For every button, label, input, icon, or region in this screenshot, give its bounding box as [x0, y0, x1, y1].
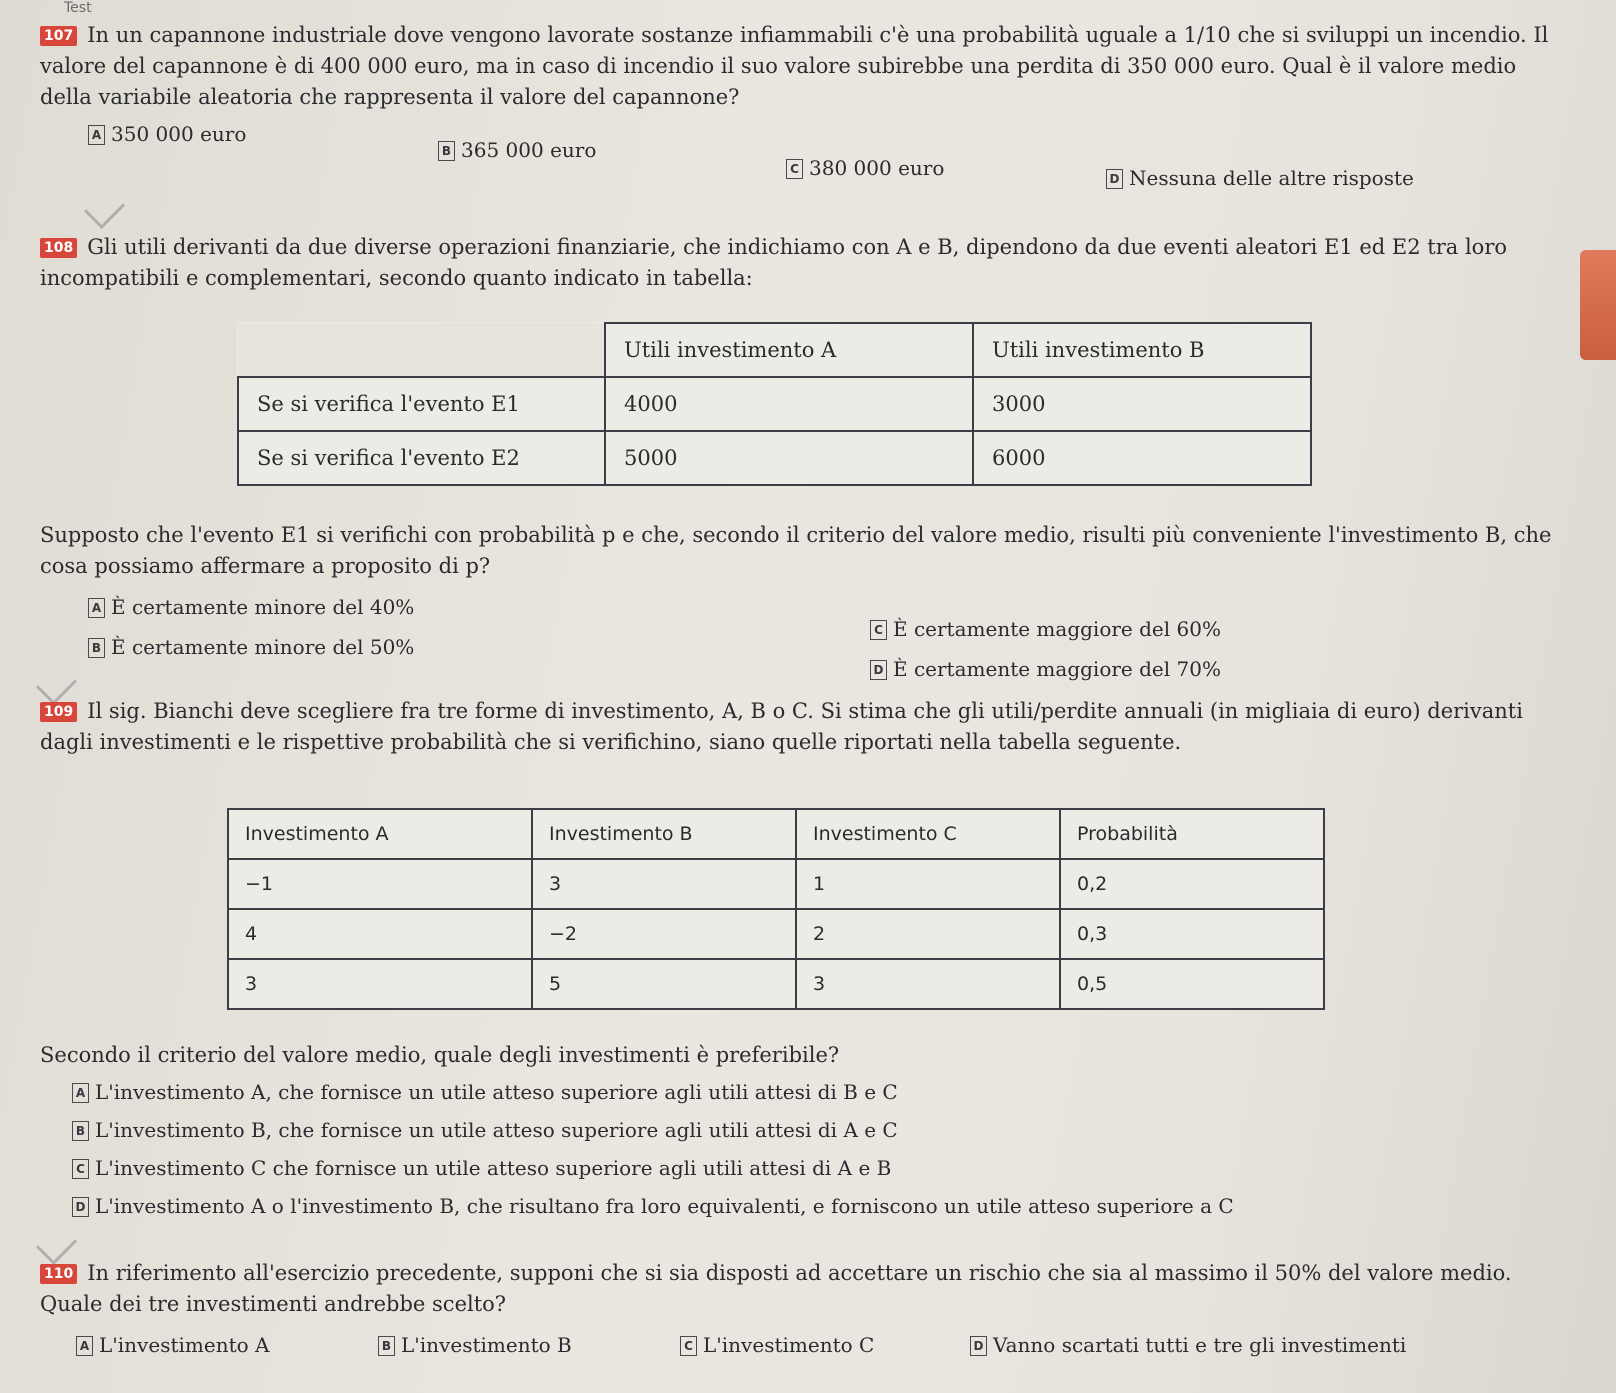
table-cell: Se si verifica l'evento E1 [238, 377, 605, 431]
option-letter: D [870, 660, 887, 680]
option-letter: C [870, 620, 887, 640]
table-row [238, 377, 1311, 431]
option-letter: B [378, 1336, 395, 1356]
exercise-108-question-block [40, 520, 1556, 682]
option-letter: D [1106, 169, 1123, 189]
exercise-109-question-block [40, 1040, 1556, 1225]
exercise-109 [40, 696, 1556, 758]
option-letter: C [786, 159, 803, 179]
table-cell: 3 [532, 859, 796, 909]
option-letter: A [88, 598, 105, 618]
option-c[interactable]: C L'investimento C che fornisce un utile atteso superiore agli utili attesi di A e B [72, 1149, 1556, 1187]
table-header-row [238, 323, 1311, 377]
table-header-cell: Investimento C [796, 809, 1060, 859]
option-b[interactable]: B L'investimento B, che fornisce un utile atteso superiore agli utili attesi di A e C [72, 1111, 1556, 1149]
option-letter: B [72, 1121, 89, 1141]
option-a[interactable]: A 350 000 euro [88, 119, 246, 150]
option-letter: D [970, 1336, 987, 1356]
table-header-cell: Probabilità [1060, 809, 1324, 859]
table-header-cell: Investimento B [532, 809, 796, 859]
option-d[interactable]: D Nessuna delle altre risposte [1106, 163, 1414, 194]
table-cell: −1 [228, 859, 532, 909]
exercise-108-question: Supposto che l'evento E1 si verifichi con probabilità p e che, secondo il criterio del valore medio, risulti più conveniente l'investimento B, che cosa possiamo affermare a proposito di p? [40, 523, 1552, 578]
exercise-107-options [40, 119, 1556, 189]
table-cell: 3000 [973, 377, 1311, 431]
exercise-number: 108 [40, 238, 77, 258]
option-letter: B [438, 141, 455, 161]
option-letter: A [76, 1336, 93, 1356]
exercise-number: 107 [40, 26, 77, 46]
option-a[interactable]: A L'investimento A [76, 1330, 269, 1361]
option-letter: A [72, 1083, 89, 1103]
check-mark-icon [84, 188, 125, 229]
exercise-107 [40, 20, 1556, 189]
table-cell: 0,2 [1060, 859, 1324, 909]
option-a[interactable]: A L'investimento A, che fornisce un utile atteso superiore agli utili attesi di B e C [72, 1073, 1556, 1111]
table-cell: 4000 [605, 377, 973, 431]
table-cell: 5 [532, 959, 796, 1009]
table-cell: 2 [796, 909, 1060, 959]
table-cell: 3 [796, 959, 1060, 1009]
option-c[interactable]: C È certamente maggiore del 60% [870, 614, 1221, 645]
table-row [228, 909, 1324, 959]
exercise-109-options [40, 1073, 1556, 1225]
table-cell: 4 [228, 909, 532, 959]
option-c[interactable]: C 380 000 euro [786, 153, 944, 184]
exercise-number: 110 [40, 1264, 77, 1284]
table-cell: 1 [796, 859, 1060, 909]
option-letter: C [680, 1336, 697, 1356]
table-header-cell: Utili investimento B [973, 323, 1311, 377]
option-b[interactable]: B 365 000 euro [438, 135, 596, 166]
option-d[interactable]: D L'investimento A o l'investimento B, che risultano fra loro equivalenti, e forniscono un utile atteso superiore a C [72, 1187, 1556, 1225]
exercise-107-text: 107 In un capannone industriale dove vengono lavorate sostanze infiammabili c'è una probabilità uguale a 1/10 che si sviluppi un incendio. Il valore del capannone è di 400 000 euro, ma in caso di incendio il suo valore subirebbe una perdita di 350 000 euro. Qual è il valore medio della variabile aleatoria che rappresenta il valore del capannone? [40, 23, 1549, 109]
option-d[interactable]: D Vanno scartati tutti e tre gli investimenti [970, 1330, 1406, 1361]
table-cell: 6000 [973, 431, 1311, 485]
table-header-cell: Investimento A [228, 809, 532, 859]
table-row [228, 959, 1324, 1009]
table-cell: 5000 [605, 431, 973, 485]
investimenti-table [227, 808, 1325, 1010]
option-d[interactable]: D È certamente maggiore del 70% [870, 654, 1221, 685]
table-row [228, 859, 1324, 909]
table-cell: 0,5 [1060, 959, 1324, 1009]
table-header-row [228, 809, 1324, 859]
table-header-cell: Utili investimento A [605, 323, 973, 377]
option-b[interactable]: B È certamente minore del 50% [88, 632, 414, 663]
option-a[interactable]: A È certamente minore del 40% [88, 592, 414, 623]
option-letter: B [88, 638, 105, 658]
exercise-number: 109 [40, 702, 77, 722]
exercise-108-options [40, 592, 1556, 682]
exercise-110-options [40, 1330, 1556, 1364]
option-letter: C [72, 1159, 89, 1179]
option-b[interactable]: B L'investimento B [378, 1330, 572, 1361]
option-letter: D [72, 1197, 89, 1217]
option-c[interactable]: C L'investimento C [680, 1330, 874, 1361]
option-letter: A [88, 125, 105, 145]
table-cell: Se si verifica l'evento E2 [238, 431, 605, 485]
table-cell: 0,3 [1060, 909, 1324, 959]
exercise-108-text: 108 Gli utili derivanti da due diverse operazioni finanziarie, che indichiamo con A e B, dipendono da due eventi aleatori E1 ed E2 tra loro incompatibili e complementari, secondo quanto indicato in tabella: [40, 235, 1508, 290]
exercise-108 [40, 232, 1556, 294]
running-head: Test [64, 0, 92, 16]
utili-table [237, 322, 1312, 486]
exercise-110 [40, 1258, 1556, 1364]
table-cell: −2 [532, 909, 796, 959]
exercise-110-text: 110 In riferimento all'esercizio precedente, supponi che si sia disposti ad accettare un rischio che sia al massimo il 50% del valore medio. Quale dei tre investimenti andrebbe scelto? [40, 1261, 1512, 1316]
exercise-109-question: Secondo il criterio del valore medio, quale degli investimenti è preferibile? [40, 1043, 840, 1067]
table-cell: 3 [228, 959, 532, 1009]
table-row [238, 431, 1311, 485]
table-corner-cell [238, 323, 605, 377]
exercise-109-text: 109 Il sig. Bianchi deve scegliere fra tre forme di investimento, A, B o C. Si stima che gli utili/perdite annuali (in migliaia di euro) derivanti dagli investimenti e le rispettive probabilità che si verifichino, siano quelle riportati nella tabella seguente. [40, 699, 1523, 754]
page-edge-tab [1580, 250, 1616, 360]
